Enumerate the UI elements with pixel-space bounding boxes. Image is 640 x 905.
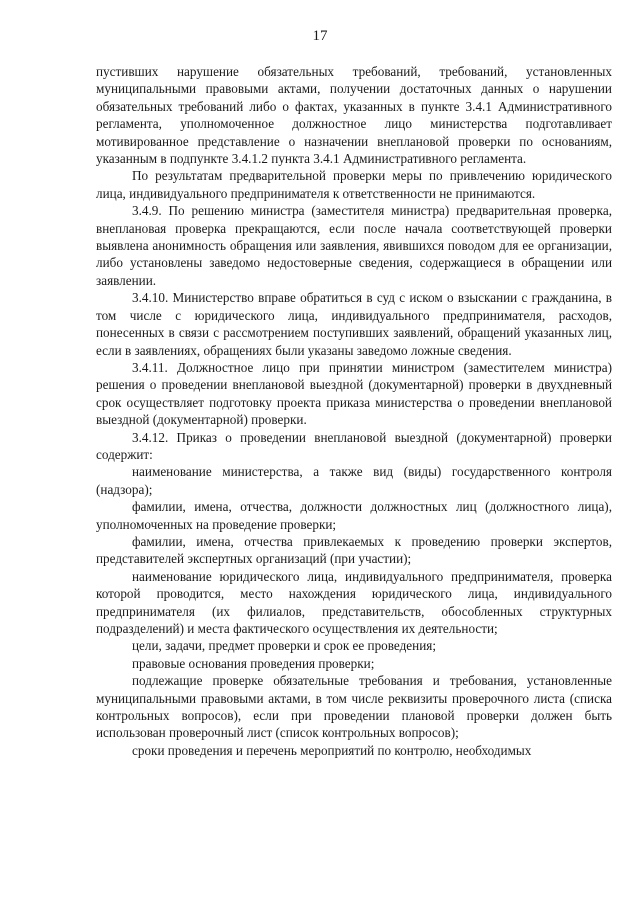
list-item-entity-name: наименование юридического лица, индивидуального предпринимателя, проверка которой проводится, место нахождения юридического лица, индивидуального предпринимателя (их филиалов, представительств, обособленных структурных подразделений) и места фактического осуществления их деятельности; bbox=[96, 568, 612, 636]
paragraph-continuation: пустивших нарушение обязательных требований, требований, установленных муниципальными правовыми актами, получении достаточных данных о нарушении обязательных требований либо о фактах, указанных в пункте 3.4.1 Административного регламента, уполномоченное должностное лицо министерства подготавливает мотивированное представление о назначении внеплановой проверки по основаниям, указанным в подпункте 3.4.1.2 пункта 3.4.1 Административного регламента. bbox=[96, 64, 612, 167]
paragraph-3-4-9: 3.4.9. По решению министра (заместителя министра) предварительная проверка, внеплановая проверка прекращаются, если после начала соответствующей проверки выявлена анонимность обращения или заявления, явившихся поводом для ее организации, либо установлены заведомо недостоверные сведения, содержащиеся в обращении или заявлении. bbox=[96, 203, 612, 288]
paragraph-3-4-11: 3.4.11. Должностное лицо при принятии министром (заместителем министра) решения о проведении внеплановой выездной (документарной) проверки в двухдневный срок осуществляет подготовку проекта приказа министерства о проведении внеплановой выездной (документарной) проверки. bbox=[96, 359, 612, 428]
paragraph-preliminary-check-result: По результатам предварительной проверки меры по привлечению юридического лица, индивидуального предпринимателя к ответственности не принимаются. bbox=[96, 168, 612, 201]
list-item-deadlines: сроки проведения и перечень мероприятий по контролю, необходимых bbox=[132, 742, 532, 758]
list-item-legal-grounds: правовые основания проведения проверки; bbox=[132, 655, 375, 671]
list-item-requirements: подлежащие проверке обязательные требования и требования, установленные муниципальными правовыми актами, в том числе реквизиты проверочного листа (списка контрольных вопросов), если при проведении плановой проверки должен быть использован проверочный лист (список контрольных вопросов); bbox=[96, 673, 612, 741]
paragraph-3-4-12: 3.4.12. Приказ о проведении внеплановой выездной (документарной) проверки содержит: bbox=[96, 429, 612, 462]
list-item-ministry-name: наименование министерства, а также вид (виды) государственного контроля (надзора); bbox=[96, 464, 612, 497]
document-body bbox=[96, 63, 612, 759]
page-number: 17 bbox=[312, 28, 328, 44]
paragraph-3-4-10: 3.4.10. Министерство вправе обратиться в суд с иском о взыскании с гражданина, в том числе с юридического лица, индивидуального предпринимателя, расходов, понесенных в связи с рассмотрением поступивших заявлений, обращений указанных лиц, если в заявлениях, обращениях были указаны заведомо ложные сведения. bbox=[96, 290, 612, 358]
list-item-goals: цели, задачи, предмет проверки и срок ее проведения; bbox=[132, 638, 437, 654]
list-item-officials: фамилии, имена, отчества, должности должностных лиц (должностного лица), уполномоченных на проведение проверки; bbox=[96, 499, 612, 532]
list-item-experts: фамилии, имена, отчества привлекаемых к проведению проверки экспертов, представителей экспертных организаций (при участии); bbox=[96, 533, 612, 567]
